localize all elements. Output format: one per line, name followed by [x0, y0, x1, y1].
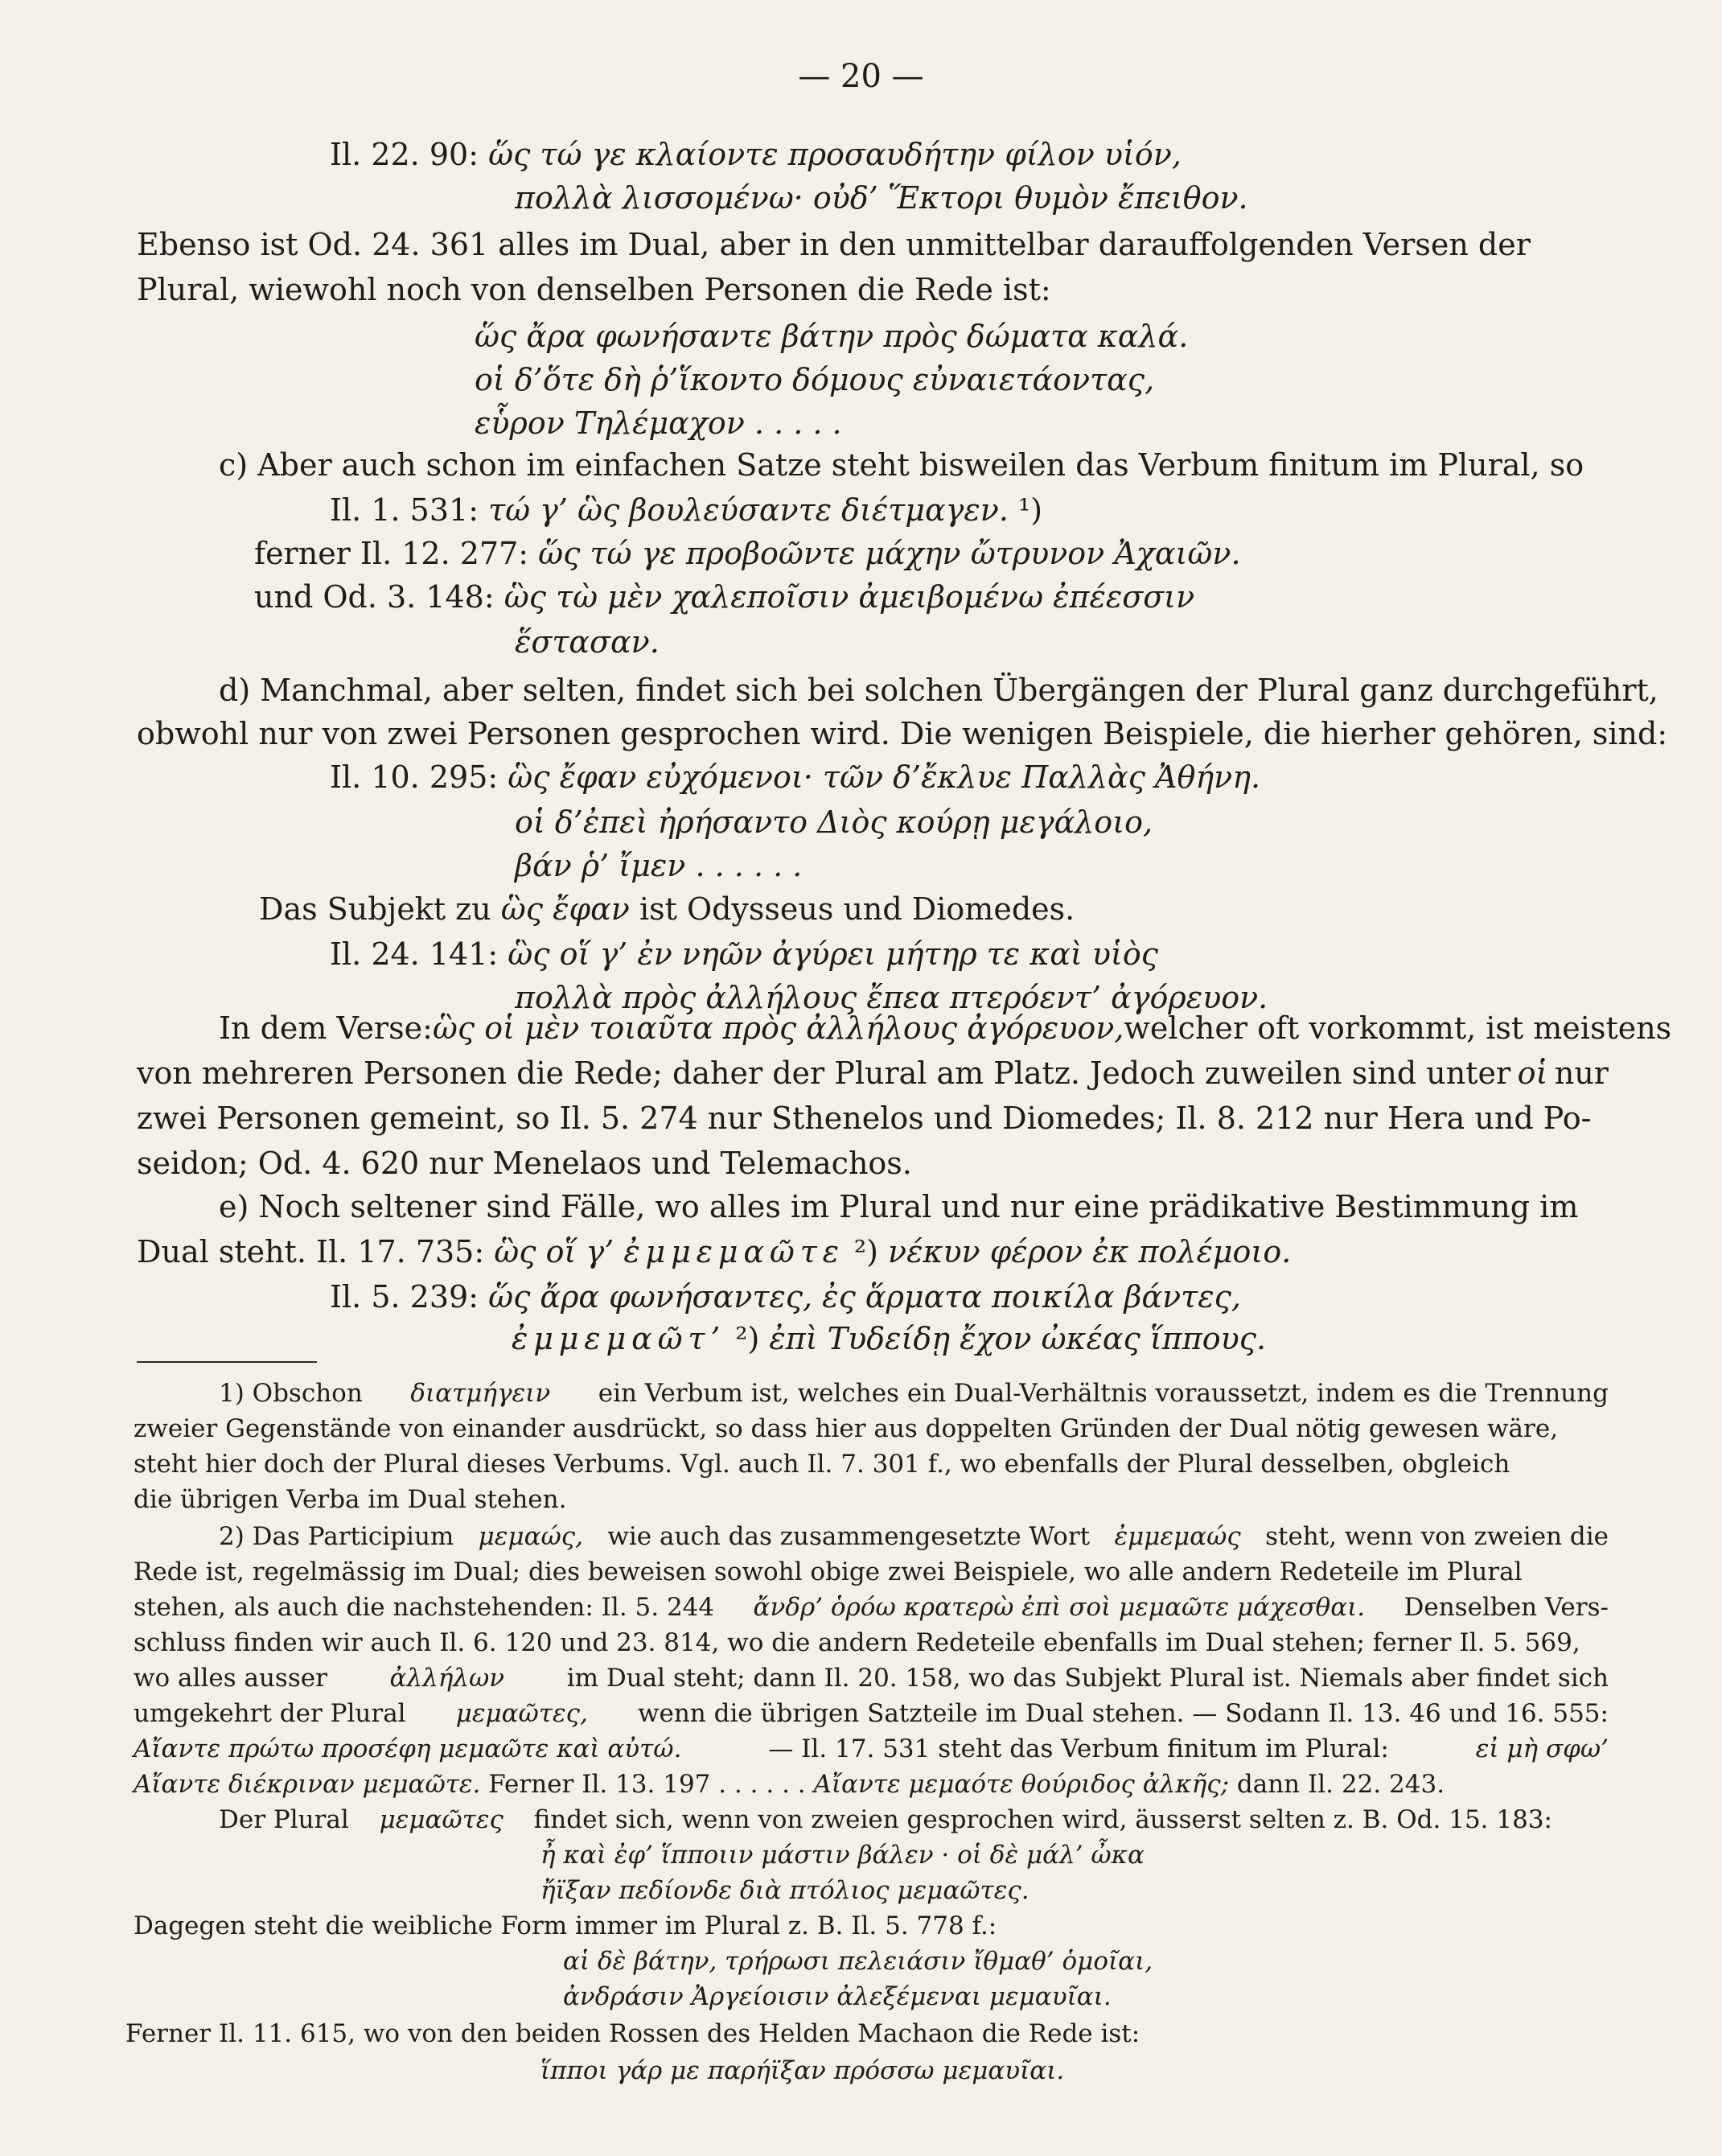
greek-word: μεμαῶτες	[379, 1805, 503, 1834]
footnote-line	[134, 1699, 1609, 1728]
greek-word: οἱ	[1517, 1055, 1548, 1091]
text-line	[219, 673, 1658, 708]
text-run: stehen, als auch die nachstehenden: Il. 5. 244	[134, 1593, 715, 1622]
greek-quote: ὥς τώ γε προβοῶντε μάχην ὤτρυνον Ἀχαιῶν.	[538, 536, 1241, 571]
text-run: steht, wenn von zweien die	[1265, 1522, 1609, 1551]
footnote-ref: ¹)	[1008, 492, 1043, 528]
citation: Il. 22. 90:	[330, 137, 489, 172]
text-line	[137, 716, 1668, 751]
text-run: d) Manchmal, aber selten, findet sich bei solchen Übergängen der Plural ganz durchgeführt,	[219, 673, 1658, 708]
greek-quote: νέκυν φέρον ἐκ πολέμοιο.	[888, 1234, 1292, 1269]
footnote-line	[134, 1628, 1609, 1657]
greek-verse: πολλὰ πρὸς ἀλλήλους ἔπεα πτερόεντ’ ἀγόρευον.	[515, 980, 1268, 1015]
text-line	[330, 137, 1182, 172]
text-run: wenn die übrigen Satzteile im Dual stehen. — Sodann Il. 13. 46 und 16. 555:	[637, 1699, 1609, 1728]
text-line: c) Aber auch schon im einfachen Satze steht bisweilen das Verbum finitum im Plural, so	[219, 447, 1584, 483]
text-run: zwei Personen gemeint, so Il. 5. 274 nur Sthenelos und Diomedes; Il. 8. 212 nur Hera und Po-	[137, 1101, 1592, 1136]
greek-quote: ἄνδρ’ ὁρόω κρατερὼ ἐπὶ σοὶ μεμαῶτε μάχεσθαι.	[753, 1593, 1366, 1622]
footnote-line: Ferner Il. 11. 615, wo von den beiden Rossen des Helden Machaon die Rede ist:	[125, 2019, 1140, 2048]
footnote-line	[134, 1557, 1609, 1586]
text-run: umgekehrt der Plural	[134, 1699, 406, 1728]
greek-word: ἐμμεμαώς	[1114, 1522, 1241, 1551]
greek-verse: αἱ δὲ βάτην, τρήρωσι πελειάσιν ἴθμαθ’ ὁμοῖαι,	[563, 1947, 1153, 1976]
text-run: 2) Das Participium	[219, 1522, 454, 1551]
greek-quote: ὣς τὼ μὲν χαλεποῖσιν ἀμειβομένω ἐπέεσσιν	[503, 579, 1195, 615]
text-line	[137, 1055, 1609, 1091]
greek-quote: ὣς ἔφαν εὐχόμενοι· τῶν δ’ἔκλυε Παλλὰς Ἀθήνη.	[508, 759, 1261, 795]
text-run: dann Il. 22. 243.	[1229, 1770, 1445, 1799]
greek-quote: τώ γ’ ὣς βουλεύσαντε διέτμαγεν.	[488, 492, 1009, 528]
text-run: Das Subjekt zu	[259, 891, 501, 927]
footnote-ref: ²)	[725, 1321, 770, 1356]
greek-verse: οἱ δ’ὅτε δὴ ῥ’ἵκοντο δόμους εὐναιετάοντας,	[475, 362, 1155, 397]
footnote-line: die übrigen Verba im Dual stehen.	[134, 1485, 567, 1514]
text-run: In dem Verse:	[219, 1010, 433, 1046]
text-run: Ferner Il. 13. 197 . . . . . .	[480, 1770, 814, 1799]
greek-spaced-word: ἐμμεμαῶτε	[623, 1234, 845, 1269]
footnote-line	[134, 1593, 1609, 1622]
text-run: wo alles ausser	[134, 1664, 327, 1693]
footnote-line	[134, 1734, 1609, 1763]
citation: Il. 10. 295:	[330, 759, 508, 795]
greek-quote: Αἴαντε πρώτω προσέφη μεμαῶτε καὶ αὐτώ.	[134, 1734, 682, 1763]
greek-quote: ὣς ἔφαν	[500, 891, 630, 927]
text-line	[259, 891, 1075, 927]
text-line	[254, 536, 1241, 571]
text-run: zweier Gegenstände von einander ausdrückt, so dass hier aus doppelten Gründen der Dual nötig gewesen wäre,	[134, 1414, 1559, 1443]
footnote-line	[134, 1450, 1609, 1479]
text-line	[330, 492, 1042, 528]
text-run: wie auch das zusammengesetzte Wort	[607, 1522, 1091, 1551]
greek-quote: ἐπὶ Τυδείδῃ ἔχον ὠκέας ἵππους.	[769, 1321, 1267, 1356]
footnote-line	[134, 1770, 1445, 1799]
footnote-line	[134, 1414, 1609, 1443]
footnote-ref: ²)	[844, 1234, 889, 1269]
greek-quote: Αἴαντε διέκριναν μεμαῶτε.	[134, 1770, 481, 1799]
footnote-separator	[137, 1361, 317, 1363]
text-run: welcher oft vorkommt, ist meistens	[1124, 1010, 1672, 1046]
citation: ferner Il. 12. 277:	[254, 536, 539, 571]
text-run: Denselben Vers-	[1403, 1593, 1609, 1622]
greek-quote: εἰ μὴ σφω’	[1475, 1734, 1609, 1763]
footnote-line	[219, 1522, 1609, 1551]
citation: und Od. 3. 148:	[254, 579, 504, 615]
text-line	[137, 227, 1609, 262]
text-run: im Dual steht; dann Il. 20. 158, wo das Subjekt Plural ist. Niemals aber findet sich	[566, 1664, 1609, 1693]
text-run: ein Verbum ist, welches ein Dual-Verhältnis voraussetzt, indem es die Trennung	[598, 1379, 1609, 1408]
greek-verse: ὥς ἄρα φωνήσαντε βάτην πρὸς δώματα καλά.	[475, 319, 1189, 354]
text-line	[137, 1101, 1609, 1136]
footnote-line	[134, 1664, 1609, 1693]
greek-verse: ἵπποι γάρ με παρήϊξαν πρόσσω μεμαυῖαι.	[540, 2056, 1065, 2085]
greek-verse: ἦ καὶ ἐφ’ ἵπποιιν μάστιν βάλεν · οἱ δὲ μάλ’ ὦκα	[540, 1841, 1145, 1870]
greek-word: μεμαῶτες,	[455, 1699, 588, 1728]
text-run: Ebenso ist Od. 24. 361 alles im Dual, aber in den unmittelbar darauffolgenden Versen der	[137, 227, 1531, 262]
page-number: — 20 —	[798, 58, 924, 95]
text-line	[330, 936, 1158, 972]
greek-verse: ἀνδράσιν Ἀργείοισιν ἀλεξέμεναι μεμαυῖαι.	[563, 1982, 1112, 2011]
text-line	[219, 1189, 1609, 1224]
text-run: e) Noch seltener sind Fälle, wo alles im Plural und nur eine prädikative Bestimmung im	[219, 1189, 1579, 1224]
text-line: seidon; Od. 4. 620 nur Menelaos und Telemachos.	[137, 1146, 912, 1181]
citation: Il. 24. 141:	[330, 936, 508, 972]
greek-quote: ὣς οἵ γ’	[494, 1234, 624, 1269]
footnote-line	[219, 1805, 1552, 1834]
text-run: ist Odysseus und Diomedes.	[629, 891, 1075, 927]
text-run: — Il. 17. 531 steht das Verbum finitum im Plural:	[768, 1734, 1389, 1763]
citation: Il. 5. 239:	[330, 1279, 489, 1315]
greek-quote: Αἴαντε μεμαότε θούριδος ἀλκῆς;	[813, 1770, 1230, 1799]
text-line	[254, 579, 1194, 615]
greek-verse: εὗρον Τηλέμαχον . . . . .	[475, 405, 842, 441]
greek-quote: ὣς οἱ μὲν τοιαῦτα πρὸς ἀλλήλους ἀγόρευον,	[432, 1010, 1124, 1046]
text-run: findet sich, wenn von zweien gesprochen wird, äusserst selten z. B. Od. 15. 183:	[533, 1805, 1552, 1834]
greek-verse: οἱ δ’ἐπεὶ ἠρήσαντο Διὸς κούρῃ μεγάλοιο,	[515, 804, 1153, 840]
text-line	[330, 1279, 1241, 1315]
greek-word: ἀλλήλων	[389, 1664, 505, 1693]
greek-quote: ὣς οἵ γ’ ἐν νηῶν ἀγύρει μήτηρ τε καὶ υἱὸς	[508, 936, 1158, 972]
greek-quote: ὥς τώ γε κλαίοντε προσαυδήτην φίλον υἱόν,	[488, 137, 1182, 172]
greek-word: μεμαώς,	[478, 1522, 584, 1551]
text-line: Plural, wiewohl noch von denselben Personen die Rede ist:	[137, 272, 1051, 307]
greek-quote: ὥς ἄρα φωνήσαντες, ἐς ἅρματα ποικίλα βάντες,	[488, 1279, 1241, 1315]
text-run: 1) Obschon	[219, 1379, 363, 1408]
text-run: nur	[1554, 1055, 1609, 1091]
text-line	[330, 759, 1260, 795]
text-line	[512, 1321, 1266, 1356]
greek-spaced-word: ἐμμεμαῶτ’	[512, 1321, 726, 1356]
greek-verse: βάν ῥ’ ἴμεν . . . . . .	[515, 848, 803, 883]
text-run: Der Plural	[219, 1805, 349, 1834]
text-run: steht hier doch der Plural dieses Verbums. Vgl. auch Il. 7. 301 f., wo ebenfalls der Plural desselben, obgleich	[134, 1450, 1510, 1479]
text-run: von mehreren Personen die Rede; daher der Plural am Platz. Jedoch zuweilen sind unter	[137, 1055, 1511, 1091]
greek-verse: πολλὰ λισσομένω· οὐδ’ Ἕκτορι θυμὸν ἔπειθον.	[515, 180, 1248, 216]
greek-word: διατμήγειν	[410, 1379, 551, 1408]
footnote-line	[219, 1379, 1609, 1408]
text-line	[137, 1234, 1291, 1269]
citation: Dual steht. Il. 17. 735:	[137, 1234, 495, 1269]
text-run: Rede ist, regelmässig im Dual; dies beweisen sowohl obige zwei Beispiele, wo alle andern Redeteile im Plural	[134, 1557, 1523, 1586]
text-line	[219, 1010, 1672, 1046]
footnote-line: Dagegen steht die weibliche Form immer im Plural z. B. Il. 5. 778 f.:	[134, 1911, 997, 1940]
citation: Il. 1. 531:	[330, 492, 489, 528]
text-run: schluss finden wir auch Il. 6. 120 und 23. 814, wo die andern Redeteile ebenfalls im Dual stehen; ferner Il. 5. 569,	[134, 1628, 1580, 1657]
greek-verse: ἕστασαν.	[515, 624, 660, 660]
text-run: obwohl nur von zwei Personen gesprochen wird. Die wenigen Beispiele, die hierher gehören, sind:	[137, 716, 1668, 751]
greek-verse: ἤϊξαν πεδίονδε διὰ πτόλιος μεμαῶτες.	[540, 1876, 1030, 1905]
